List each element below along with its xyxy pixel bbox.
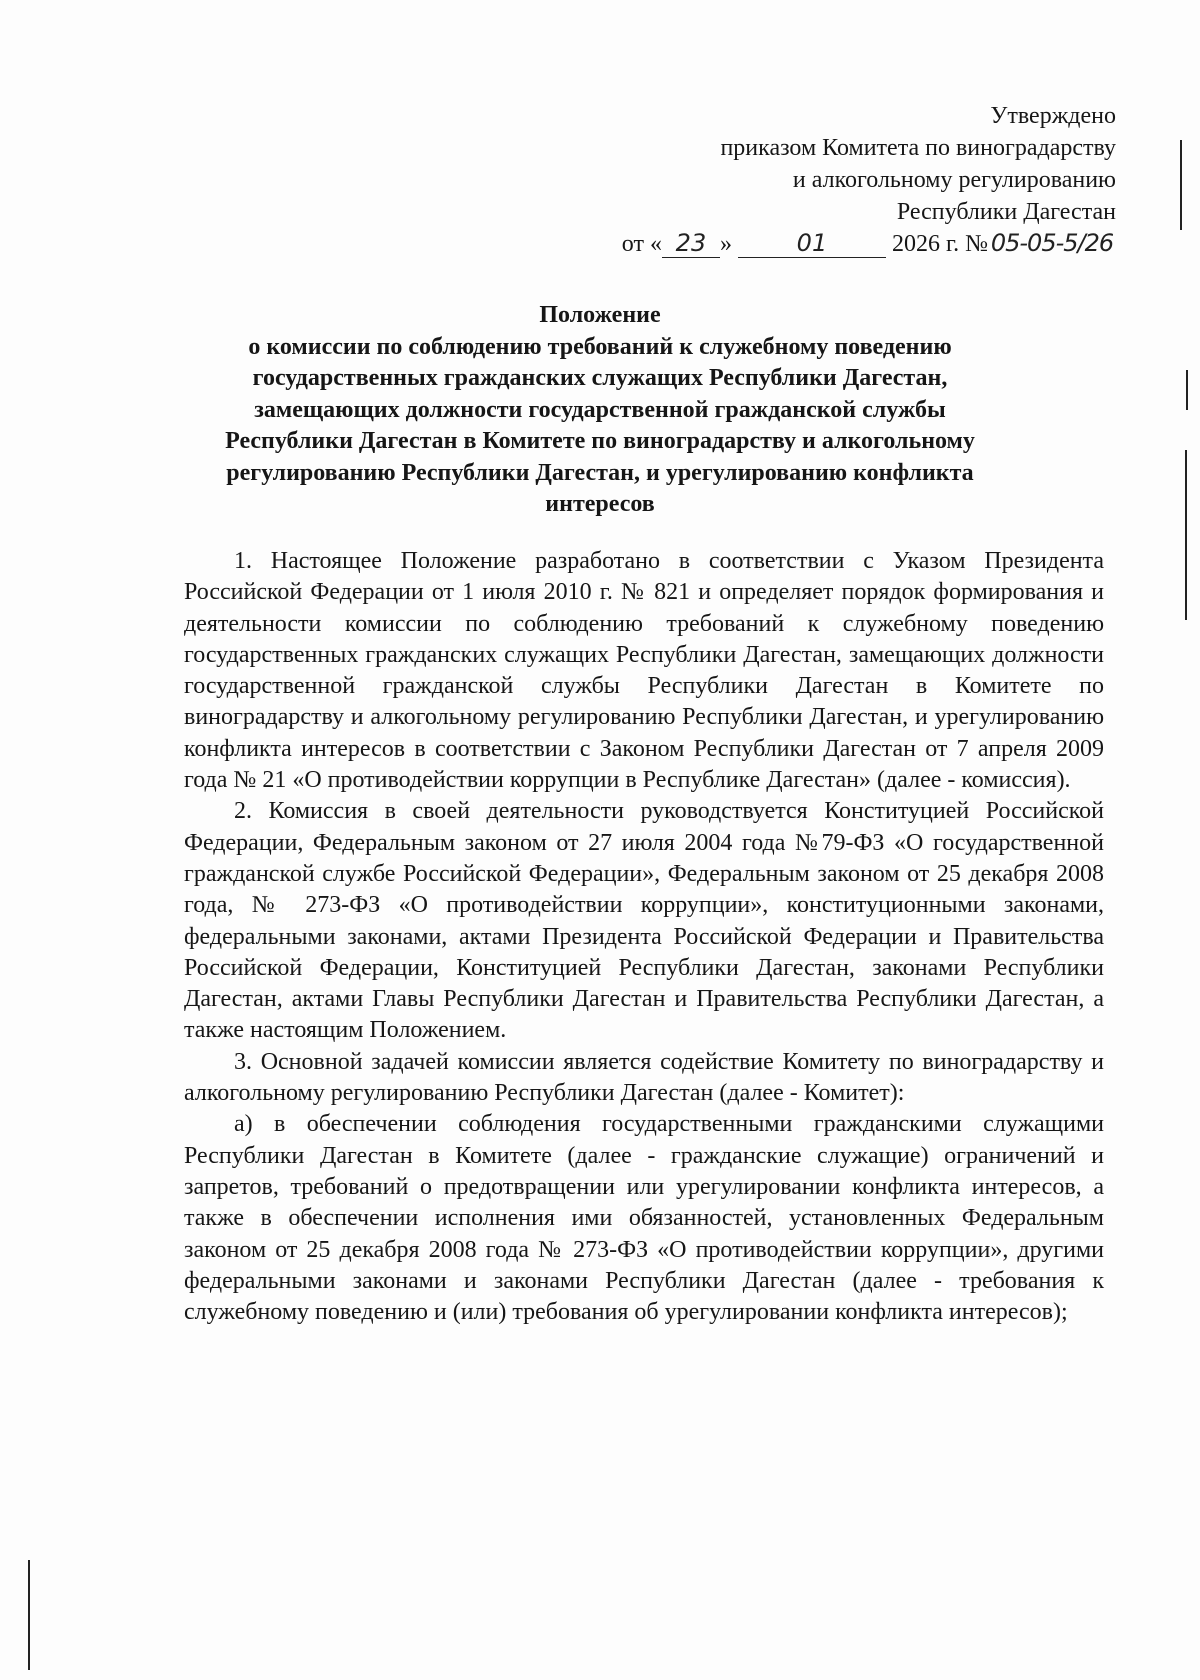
title-line-6: регулированию Республики Дагестан, и урегулированию конфликта: [226, 459, 974, 486]
title-line-5: Республики Дагестан в Комитете по виноградарству и алкогольному: [225, 428, 975, 454]
approval-line-regulation: и алкогольному регулированию: [792, 167, 1116, 193]
approval-line-republic: Республики Дагестан: [896, 199, 1116, 225]
scan-edge-mark-right-top: [1180, 140, 1182, 230]
paragraph-2: 2. Комиссия в своей деятельности руководствуется Конституцией Российской Федерации, Федеральным законом от 27 июля 2004 года №79-ФЗ «О государственной гражданской службе Российской Федерации», Федеральным законом от 25 декабря 2008 года, № 273-ФЗ «О противодействии коррупции», конституционными законами, федеральными законами, актами Президента Российской Федерации и Правительства Российской Федерации, Конституцией Республики Дагестан, законами Республики Дагестан, актами Главы Республики Дагестан и Правительства Республики Дагестан, а также настоящим Положением.: [184, 798, 1104, 1044]
date-year: 2026 г. №: [891, 231, 988, 257]
document-body: [184, 546, 1104, 1328]
approval-date-line: [560, 228, 1116, 260]
title-line-3: государственных гражданских служащих Республики Дагестан,: [252, 365, 948, 391]
title-line-4: замещающих должности государственной гражданской службы: [254, 396, 946, 423]
paragraph-3a: а) в обеспечении соблюдения государственными гражданскими служащими Республики Дагестан в Комитете (далее - гражданские служащие) ограничений и запретов, требований о предотвращении или урегулировании конфликта интересов, а также в обеспечении исполнения ими обязанностей, установленных Федеральным законом от 25 декабря 2008 года № 273-ФЗ «О противодействии коррупции», другими федеральными законами и законами Республики Дагестан (далее - требования к служебному поведению и (или) требования об урегулировании конфликта интересов);: [184, 1111, 1104, 1326]
title-line-2: о комиссии по соблюдению требований к служебному поведению: [248, 333, 952, 360]
approval-line-approved: Утверждено: [990, 103, 1116, 129]
approval-line-order: приказом Комитета по виноградарству: [720, 135, 1116, 161]
paragraph-3: 3. Основной задачей комиссии является содействие Комитету по виноградарству и алкогольному регулированию Республики Дагестан (далее - Комитет):: [184, 1048, 1104, 1107]
title-line-1: Положение: [539, 302, 661, 328]
paragraph-1: 1. Настоящее Положение разработано в соответствии с Указом Президента Российской Федерации от 1 июля 2010 г. № 821 и определяет порядок формирования и деятельности комиссии по соблюдению требований к служебному поведению государственных гражданских служащих Республики Дагестан, замещающих должности государственной гражданской службы Республики Дагестан в Комитете по виноградарству и алкогольному регулированию Республики Дагестан, и урегулированию конфликта интересов в соответствии с Законом Республики Дагестан от 7 апреля 2009 года № 21 «О противодействии коррупции в Республике Дагестан» (далее - комиссия).: [184, 548, 1104, 794]
handwritten-month: 01: [738, 229, 886, 258]
document-title: [120, 300, 1080, 521]
date-mid: »: [719, 231, 732, 257]
approval-stamp: [560, 100, 1116, 260]
scan-edge-mark-right-mid: [1186, 370, 1188, 410]
title-line-7: интересов: [545, 491, 655, 517]
handwritten-order-number: 05-05-5/26: [990, 229, 1114, 257]
scan-edge-mark-left-bottom: [28, 1560, 30, 1670]
handwritten-day: 23: [662, 229, 720, 258]
date-prefix: от «: [621, 231, 662, 257]
scan-edge-mark-right-lower: [1185, 450, 1187, 620]
